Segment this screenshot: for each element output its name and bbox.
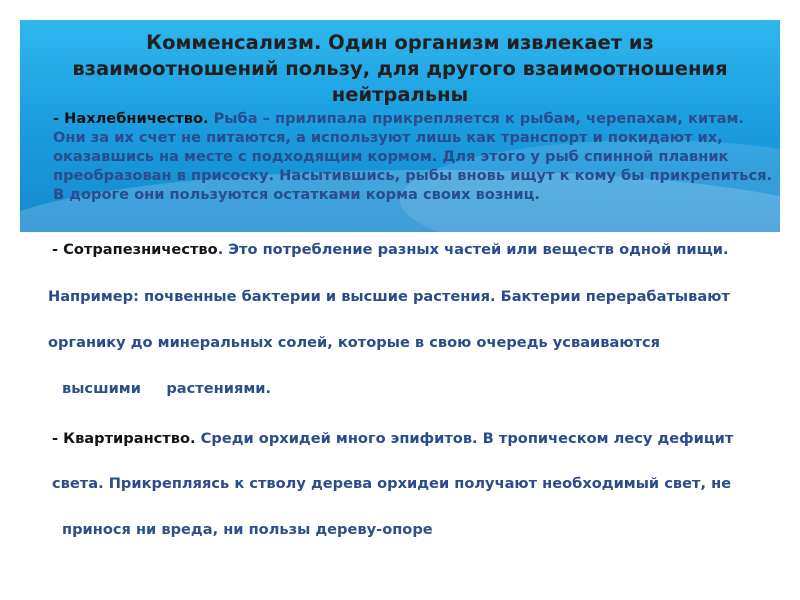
paragraph-kvartiranstvo [52,429,772,448]
text-sotrapeznichestvo: . Это потребление разных частей или веществ одной пищи. [217,241,729,258]
text-nakhlebnichestvo: Рыба – прилипала прикрепляется к рыбам, черепахам, китам. Они за их счет не питаются, а используют лишь как транспорт и покидают их, оказавшись на месте с подходящим кормом. Для этого у рыб спинной плавник преобразован в присоску. Насытившись, рыбы вновь ищут к кому бы прикрепиться. В дороге они пользуются остатками корма своих возниц. [53,110,773,203]
paragraph-kvartiranstvo-line3: принося ни вреда, ни пользы дереву-опоре [62,521,433,538]
paragraph-nakhlebnichestvo [53,109,773,204]
paragraph-sotrapeznichestvo [52,240,772,259]
slide-title: Комменсализм. Один организм извлекает из взаимоотношений пользу, для другого взаимоотношения нейтральны [72,31,728,106]
paragraph-example-line2: органику до минеральных солей, которые в свою очередь усваиваются [48,334,661,351]
term-nakhlebnichestvo: - Нахлебничество. [53,110,209,127]
paragraph-example-line3: высшими растениями. [62,380,272,397]
text-kvartiranstvo: Среди орхидей много эпифитов. В тропическом лесу дефицит [195,430,734,447]
term-sotrapeznichestvo: - Сотрапезничество [52,241,218,258]
term-kvartiranstvo: - Квартиранство. [52,430,196,447]
paragraph-kvartiranstvo-line2: света. Прикрепляясь к стволу дерева орхидеи получают необходимый свет, не [52,475,732,492]
paragraph-example-line1: Например: почвенные бактерии и высшие растения. Бактерии перерабатывают [48,288,730,305]
